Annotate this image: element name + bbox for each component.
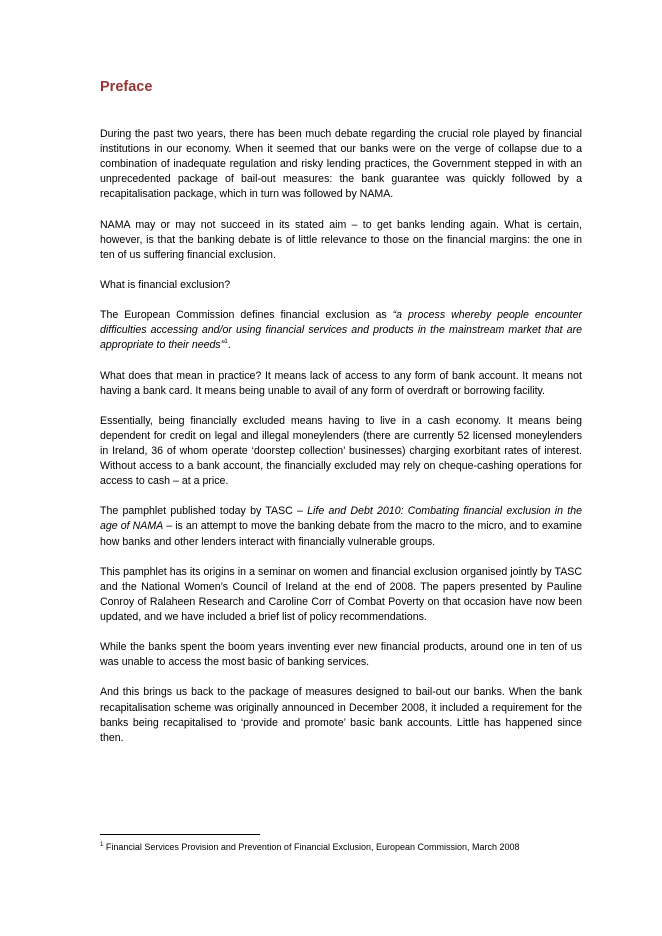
paragraph-intro: During the past two years, there has been much debate regarding the crucial role played by financial institutions in our economy. When it seemed that our banks were on the verge of collapse due to a combination of inadequate regulation and risky lending practices, the Government stepped in with an unprecedented package of bail-out measures: the bank guarantee was quickly followed by a recapitalisation package, which in turn was followed by NAMA. — [100, 128, 582, 201]
footnote-reference: 1 — [224, 338, 228, 346]
paragraph-definition — [100, 308, 582, 353]
footnote-number: 1 — [100, 842, 104, 848]
paragraph-conclusion: And this brings us back to the package of measures designed to bail-out our banks. When the bank recapitalisation scheme was originally announced in December 2008, it included a requirement for the banks being recapitalised to ‘provide and promote’ basic bank accounts. Little has happened since then. — [100, 686, 582, 744]
definition-quote: “a process whereby people encounter difficulties accessing and/or using financial services and products in the mainstream market that are appropriate to their needs” — [100, 309, 582, 352]
footnote — [100, 841, 590, 853]
pamphlet-title: Life and Debt 2010: Combating financial exclusion in the age of NAMA — [100, 505, 582, 533]
pamphlet-lead: The pamphlet published today by TASC – — [100, 505, 308, 518]
paragraph-cash-economy: Essentially, being financially excluded means having to live in a cash economy. It means being dependent for credit on legal and illegal moneylenders (there are currently 52 licensed moneylenders in Ireland, 36 of whom operate ‘doorstep collection’ businesses) charging exorbitant rates of interest. Without access to a bank account, the financially excluded may rely on cheque-cashing operations for access to cash – at a price. — [100, 414, 582, 488]
footnote-separator — [100, 834, 260, 835]
paragraph-nama: NAMA may or may not succeed in its stated aim – to get banks lending again. What is certain, however, is that the banking debate is of little relevance to those on the financial margins: the one in ten of us suffering financial exclusion. — [100, 218, 582, 261]
body-text — [100, 127, 582, 761]
pamphlet-rest: – is an attempt to move the banking debate from the macro to the micro, and to examine how banks and other lenders interact with financially vulnerable groups. — [100, 520, 582, 548]
footnote-text: Financial Services Provision and Prevention of Financial Exclusion, European Commission, March 2008 — [103, 842, 520, 852]
paragraph-question: What is financial exclusion? — [100, 278, 231, 291]
definition-lead: The European Commission defines financial exclusion as — [100, 309, 393, 322]
paragraph-origins: This pamphlet has its origins in a seminar on women and financial exclusion organised jointly by TASC and the National Women’s Council of Ireland at the end of 2008. The papers presented by Pauline Conroy of Ralaheen Research and Caroline Corr of Combat Poverty on that occasion have now been updated, and we have included a brief list of policy recommendations. — [100, 565, 582, 623]
paragraph-pamphlet — [100, 504, 582, 549]
paragraph-boom-years: While the banks spent the boom years inventing ever new financial products, around one in ten of us was unable to access the most basic of banking services. — [100, 641, 582, 669]
page-title: Preface — [100, 79, 153, 95]
paragraph-practice: What does that mean in practice? It means lack of access to any form of bank account. It means not having a bank card. It means being unable to avail of any form of overdraft or borrowing facility. — [100, 369, 582, 397]
definition-end: . — [227, 339, 231, 352]
